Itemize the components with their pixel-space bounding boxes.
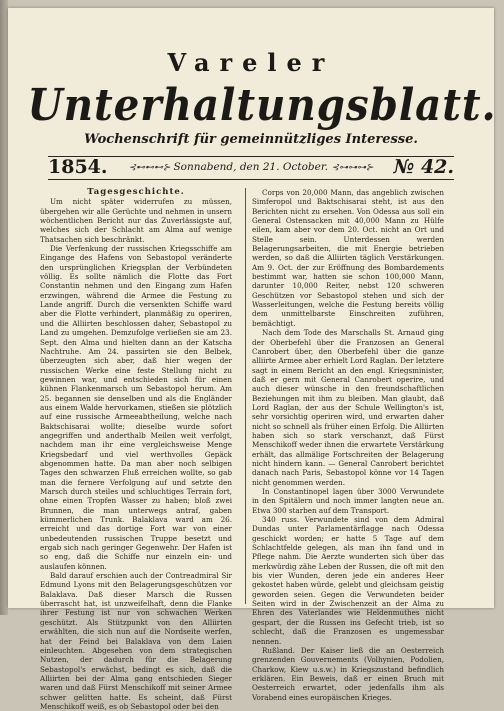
issue-date-row [126, 161, 376, 173]
section-heading: Tagesgeschichte. [87, 187, 185, 197]
article-paragraph: Nach dem Tode des Marschalls St. Arnaud ging der Oberbefehl über die Franzosen an General Canrobert über, den Oberbefehl über die ganze alliirte Armee aber erhielt Lord Raglan. Der letztere sagt in einem Bericht an den engl. Kriegsminister, daß er gern mit General Canrobert operire, und auch dieser wünsche in den freundschaftlichen Beziehungen mit ihm zu bleiben. Man glaubt, daß Lord Raglan, der aus der Schule Wellington's ist, sehr vorsichtig operiren wird, und erwarten daher nicht so schnell als früher einen Erfolg. Die Alliirten haben sich so stark verschanzt, daß Fürst Menschikoff weder ihnen die erwartete Verstärkung erhält, das allmälige Fortschreiten der Belagerung nicht hindern kann. — General Canrobert berichtet danach nach Paris, Sebastopol könne vor 14 Tagen nicht genommen werden. [252, 328, 444, 487]
issue-date: Sonnabend, den 21. October. [173, 161, 329, 173]
masthead-title: Unterhaltungsblatt. [27, 80, 497, 131]
article-paragraph: Die Verfenkung der russischen Kriegsschiffe am Eingange des Hafens von Sebastopol veränderte den ursprünglichen Kriegsplan der Verbündeten völlig. Es sollte nämlich die Flotte das Fort Constantin nehmen und den Eingang zum Hafen erzwingen, während die Armee die Festung zu Lande angriff. Durch die versenkten Schiffe ward aber die Flotte verhindert, planmäßig zu operiren, und die Alliirten beschlossen daher, Sebastopol zu Land zu umgehen. Demzufolge verließen sie am 23. Sept. den Alma und hielten dann an der Katscha Nachtruhe. Am 24. passirten sie den Belbek, überzeugten sich aber, daß hier wegen der russischen Werke eine feste Stellung nicht zu gewinnen war, und entschieden sich für einen kühnen Flankenmarsch um Sebastopol herum. Am 25. begannen sie denselben und als die Engländer aus einem Walde hervorkamen, stießen sie plötzlich auf eine russische Armeeabtheilung, welche nach Baktschisarai wollte; dieselbe wurde sofort angegriffen und anderthalb Meilen weit verfolgt, nachdem man ihr eine vergleichsweise Menge Kriegsbedarf und viel werthvolles Gepäck abgenommen hatte. Da man aber noch selbigen Tages den schwarzen Fluß erreichen wollte, so gab man die fernere Verfolgung auf und setzte den Marsch durch steiles und schluchtiges Terrain fort, ohne einen Tropfen Wasser zu haben; bloß zwei Brunnen, die man unterwegs antraf, gaben kümmerlichen Trunk. Balaklava ward am 26. erreicht und das dortige Fort war von einer unbedeutenden russischen Truppe besetzt und ergab sich nach geringer Gegenwehr. Der Hafen ist so eng, daß die Schiffe nur einzeln ein- und auslaufen können. [40, 244, 232, 571]
ornament-right-icon: ⊰⊶⊶⊶⊱ [331, 163, 374, 173]
masthead-town: Vareler [167, 48, 335, 77]
newspaper-page [8, 8, 497, 711]
dateline-bar [48, 156, 454, 180]
column-rule [245, 188, 246, 604]
article-paragraph: Corps von 20,000 Mann, das angeblich zwischen Simferopol und Baktschisarai steht, ist aus den Berichten nicht zu ersehen. Von Odessa aus soll ein General Ostensacken mit 40,000 Mann zu Hülfe eilen, kam aber vor dem 20. Oct. nicht an Ort und Stelle sein. Unterdessen werden Belagerungsarbeiten, die mit Energie betrieben werden, so daß die Alliirten täglich Verstärkungen. Am 9. Oct. der zur Eröffnung des Bombardements bestimmt war, hatten sie schon 100,000 Mann, darunter 10,000 Reiter, nebst 120 schweren Geschützen vor Sebastopol stehen und sich der Wasserleitungen, welche die Festung bereits völlig dem unmittelbarste Einschreiten zuführen, bemächtigt. [252, 188, 444, 328]
article-paragraph: Um nicht später widerrufen zu müssen, übergehen wir alle Gerüchte und nehmen in unsern wöchentlichen Bericht nur das Zuverlässigste auf, welches sich der Schlacht am Alma auf wenige Thatsachen sich beschränkt. [40, 197, 232, 244]
right-column [252, 188, 444, 702]
masthead-subtitle: Wochenschrift für gemeinnützliges Interesse. [84, 132, 418, 147]
article-paragraph: Bald darauf erschien auch der Contreadmiral Sir Edmund Lyons mit den Belagerungsgeschützen vor Balaklava. Daß dieser Marsch die Russen überrascht hat, ist unzweifelhaft, denn die Flanke ihrer Festung ist nur von schwachen Werken geschützt. Als Stützpunkt von den Alliirten erwählten, die sich nun auf die Nordseite werfen, hat der Feind bei Balaklava von dem Laien einleuchten. Abgesehen von dem strategischen Nutzen, der dadurch für die Belagerung Sebastopol's erwächst, bedingt es sich, daß die Alliirten bei der Alma gang entschieden Sieger waren und daß Fürst Menschikoff mit seiner Armee schwer gelitten hatte. Es scheint, daß Fürst Menschikoff weiß, es ob Sebastopol oder bei den [40, 571, 232, 711]
ornament-left-icon: ⊰⊷⊷⊷⊱ [128, 163, 174, 173]
article-paragraph: 340 russ. Verwundete sind von dem Admiral Dundas unter Parlamentärflagge nach Odessa geschickt worden; er hatte 5 Tage auf dem Schlachtfelde gelegen, als man ihn fand und in Pflege nahm. Die Aerzte wunderten sich über das merkwürdig zähe Leben der Russen, die oft mit den bis vier Wunden, deren jede ein anderes Heer gekostet haben würde, gelebt und gleichsam geistig geworden seien. Gegen die Verwundeten beider Seiten wird in der Zwischenzeit an der Alma zu Ehren des Vaterlandes wie Heldenmuthes nicht gespart, der die Russen ins Gefecht trieb, ist so schlecht, daß die Franzosen es ungemessbar nennen. [252, 515, 444, 646]
book-spine-edge [0, 0, 8, 615]
left-column [40, 187, 232, 711]
issue-year: 1854. [48, 156, 108, 178]
article-paragraph: In Constantinopel lagen über 3000 Verwundete in den Spitälern und noch immer langten neue an. Etwa 300 starben auf dem Transport. [252, 487, 444, 515]
issue-number: № 42. [393, 156, 454, 178]
article-paragraph: Rußland. Der Kaiser ließ die an Oesterreich grenzenden Gouvernements (Volhynien, Podolien, Charkow, Kiew u.s.w.) in Kriegszustand befindlich erklären. Ein Beweis, daß er einen Bruch mit Oesterreich erwartet, oder jedenfalls ihm als Vorabend eines europäischen Krieges. [252, 645, 444, 702]
